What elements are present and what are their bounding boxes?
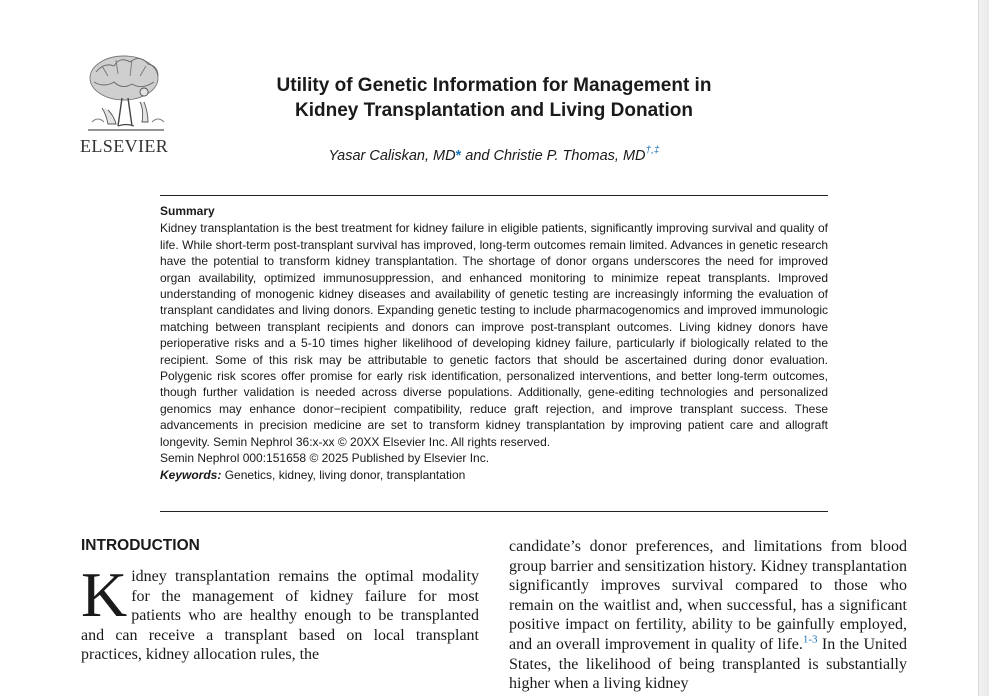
elsevier-tree-icon xyxy=(82,52,170,134)
intro-paragraph xyxy=(81,559,479,665)
drop-cap: K xyxy=(81,559,128,630)
article-title-line-2: Kidney Transplantation and Living Donation xyxy=(295,100,693,121)
author-name: Christie P. Thomas, MD xyxy=(493,147,646,164)
body-column-left xyxy=(81,559,479,665)
author-affiliation-mark[interactable]: †,‡ xyxy=(645,145,660,156)
intro-text-right-b: In the United States, the likelihood of being transplanted is substantially higher when a living kidney xyxy=(509,635,907,693)
intro-text-right-a: candidate’s donor preferences, and limitations from blood group barrier and sensitization history. Kidney transplantation significantly improves survival compared to those who remain on the waitlist and, when successful, has a significant positive impact on fertility, ability to be gainfully employed, and an overall improvement in quality of life. xyxy=(509,538,907,653)
intro-text-left: idney transplantation remains the optimal modality for the management of kidney failure for most patients who are healthy enough to be transplanted and can receive a transplant based on local transplant practices, kidney allocation rules, the xyxy=(81,568,479,664)
article-title xyxy=(200,73,788,123)
publisher-wordmark: ELSEVIER xyxy=(80,136,169,156)
body-column-right xyxy=(509,537,907,694)
author-list xyxy=(200,146,788,164)
summary-heading: Summary xyxy=(160,204,215,218)
journal-citation: Semin Nephrol 000:151658 © 2025 Published by Elsevier Inc. xyxy=(160,451,490,466)
summary-body: Kidney transplantation is the best treatment for kidney failure in eligible patients, significantly improving survival and quality of life. While short-term post-transplant survival has improved, long-term outcomes remain limited. Advances in genetic research have the potential to transform kidney transplantation. The shortage of donor organs underscores the need for improved organ availability, optimized immunosuppression, and enhanced monitoring to minimize repeat transplants. Improved understanding of monogenic kidney diseases and availability of genetic testing are increasingly informing the evaluation of transplant candidates and living donors. Expanding genetic testing to include pharmacogenomics and improved immunologic matching between transplant recipients and donors can improve post-transplant outcomes. Living kidney donors have perioperative risks and a 5-10 times higher likelihood of developing kidney failure, particularly if biologically related to the recipient. Some of this risk may be attributable to genetic factors that should be ascertained during donor evaluation. Polygenic risk scores offer promise for early risk identification, personalized interventions, and better long-term outcomes, though further validation is needed across diverse populations. Additionally, gene-editing technologies and personalized genomics may enhance donor−recipient compatibility, reduce graft rejection, and improve transplant success. These advancements in precision medicine are set to transform kidney transplantation by improving patient care and allograft longevity. Semin Nephrol 36:x-xx © 20XX Elsevier Inc. All rights reserved. xyxy=(160,221,828,449)
abstract-top-rule xyxy=(160,195,828,196)
article-title-line-1: Utility of Genetic Information for Management in xyxy=(276,75,712,96)
author-affiliation-mark[interactable]: * xyxy=(455,147,462,164)
keywords-list: Genetics, kidney, living donor, transplantation xyxy=(224,467,466,482)
author-joiner: and xyxy=(461,147,494,164)
keywords-label: Keywords: xyxy=(160,467,222,482)
reference-link[interactable]: 1-3 xyxy=(802,633,818,646)
publisher-logo xyxy=(80,52,172,160)
keywords-line xyxy=(160,467,828,483)
abstract-bottom-rule xyxy=(160,511,828,512)
section-heading-introduction: INTRODUCTION xyxy=(81,537,200,554)
author-name: Yasar Caliskan, MD xyxy=(328,147,456,164)
intro-paragraph-continued xyxy=(509,537,907,694)
page-edge xyxy=(978,0,989,696)
abstract-box xyxy=(160,203,828,483)
